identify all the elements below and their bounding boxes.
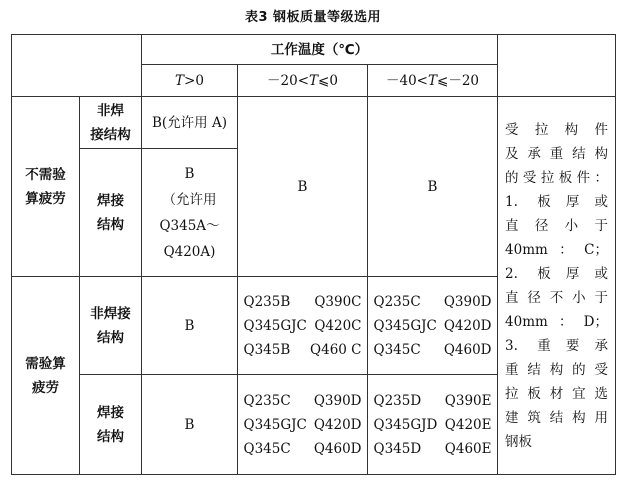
cell-fatigue-welded-minus20: Q235C Q390D Q345GJC Q420D Q345C Q460D — [238, 375, 368, 475]
note-line: 2. 板厚或 — [505, 265, 609, 282]
cell-welded-above-zero: B （允许用 Q345A～ Q420A) — [142, 149, 238, 277]
structure-non-welded: 非焊 接结构 — [80, 97, 142, 149]
note-cell — [498, 97, 616, 475]
note-line: 40mm：C； — [505, 241, 609, 258]
cell-fatigue-welded-minus40: Q235D Q390E Q345GJD Q420E Q345D Q460E — [368, 375, 498, 475]
cell-fatigue-nonwelded-minus20: Q235B Q390C Q345GJC Q420C Q345B Q460 C — [238, 277, 368, 375]
structure-welded: 焊接 结构 — [80, 149, 142, 277]
header-temp-above-zero: T>0 — [142, 65, 238, 97]
header-temp-minus20-to-zero: －20<T⩽0 — [238, 65, 368, 97]
group-no-fatigue-check: 不需验 算疲劳 — [12, 97, 80, 277]
cell-fatigue-nonwelded-above-zero: B — [142, 277, 238, 375]
cell-fatigue-welded-above-zero: B — [142, 375, 238, 475]
cell-nofatigue-minus20: B — [238, 97, 368, 277]
group-fatigue-check: 需验算 疲劳 — [12, 277, 80, 475]
note-line: 建筑结构用 — [505, 409, 609, 426]
header-temp-minus40-to-minus20: －40<T⩽－20 — [368, 65, 498, 97]
note-line: 受拉构件 — [505, 121, 609, 138]
note-line: 钢板 — [505, 433, 533, 450]
note-line: 1. 板厚或 — [505, 193, 609, 210]
corner-cell — [12, 35, 142, 97]
note-line: 及承重结构 — [505, 145, 609, 162]
note-line: 拉板材宜选 — [505, 385, 609, 402]
note-line: 40mm：D； — [505, 313, 609, 330]
note-line: 重结构的受 — [505, 361, 609, 378]
cell-nonwelded-above-zero: B(允许用 A) — [142, 97, 238, 149]
cell-nofatigue-minus40: B — [368, 97, 498, 277]
cell-fatigue-nonwelded-minus40: Q235C Q390D Q345GJC Q420D Q345C Q460D — [368, 277, 498, 375]
table-caption: 表3 钢板质量等级选用 — [244, 10, 382, 25]
header-blank-cell — [498, 35, 616, 97]
steel-grade-table — [11, 34, 616, 475]
note-line: 直 径 小 于 — [505, 217, 609, 234]
note-line: 的受拉板件： — [505, 169, 609, 186]
structure-non-welded-fatigue: 非焊接 结构 — [80, 277, 142, 375]
structure-welded-fatigue: 焊接 结构 — [80, 375, 142, 475]
note-line: 直径不小于 — [505, 289, 609, 306]
note-line: 3. 重要承 — [505, 337, 609, 354]
header-working-temperature: 工作温度（℃） — [142, 35, 498, 65]
